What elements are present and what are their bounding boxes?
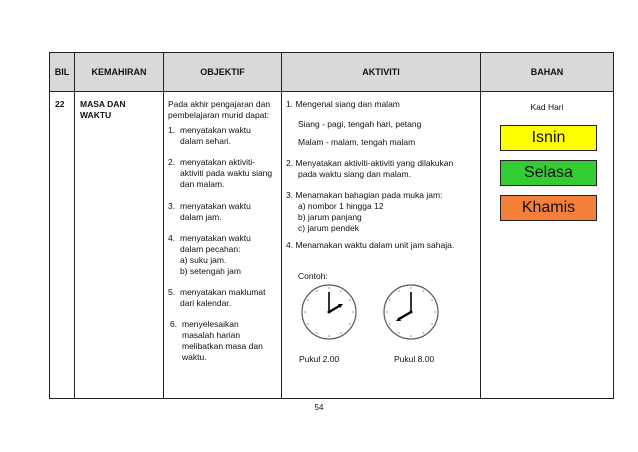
activity-line: c) jarum pendek (298, 223, 359, 233)
skill-line: MASA DAN (80, 99, 126, 109)
header-bil: BIL (50, 53, 75, 92)
skill-line: WAKTU (80, 110, 112, 120)
objective-line: b) setengah jam (180, 266, 241, 276)
objective-number: 5. (168, 287, 176, 297)
objective-number: 3. (168, 201, 176, 211)
cell-aktiviti (282, 92, 481, 399)
activity-siang: Siang - pagi, tengah hari, petang (298, 119, 422, 129)
objective-item (168, 201, 251, 223)
objective-number: 1. (168, 125, 176, 135)
objective-line: masalah harian (182, 330, 241, 340)
objective-line: aktiviti pada waktu siang (180, 168, 273, 178)
objective-line: dalam pecahan: (180, 244, 241, 254)
clock-2-oclock (300, 283, 358, 341)
objective-line: menyatakan maklumat (180, 287, 266, 297)
activity-item-2 (286, 158, 453, 180)
activity-line: b) jarum panjang (298, 212, 362, 222)
activity-line: a) nombor 1 hingga 12 (298, 201, 384, 211)
activity-line: 3. Menamakan bahagian pada muka jam: (286, 190, 443, 200)
objective-line: waktu. (182, 352, 207, 362)
day-card-khamis: Khamis (500, 195, 597, 221)
objective-line: menyelesaikan (182, 319, 239, 329)
objective-line: menyatakan waktu (180, 125, 251, 135)
activity-malam: Malam - malam, tengah malam (298, 137, 416, 147)
objective-intro-line: Pada akhir pengajaran dan (168, 99, 271, 109)
header-aktiviti: AKTIVITI (282, 53, 481, 92)
header-bahan: BAHAN (481, 53, 614, 92)
activity-line: pada waktu siang dan malam. (298, 169, 411, 179)
syllabus-table (49, 52, 614, 399)
row-number: 22 (55, 99, 65, 109)
day-card-selasa: Selasa (500, 160, 597, 186)
clock-2-label: Pukul 8.00 (394, 354, 435, 364)
objective-item (168, 233, 251, 277)
activity-item-3 (286, 190, 442, 234)
header-kemahiran: KEMAHIRAN (75, 53, 164, 92)
example-label: Contoh: (298, 271, 328, 281)
objective-item (168, 157, 272, 190)
cell-bahan (481, 92, 614, 399)
objective-number: 4. (168, 233, 176, 243)
cell-bil (50, 92, 75, 399)
activity-item-4: 4. Menamakan waktu dalam unit jam sahaja. (286, 240, 455, 250)
day-card-isnin: Isnin (500, 125, 597, 151)
header-row (50, 53, 614, 92)
objective-line: menyatakan waktu (180, 233, 251, 243)
activity-item-1: 1. Mengenal siang dan malam (286, 99, 400, 109)
objective-line: dan malam. (180, 179, 225, 189)
objective-item (170, 319, 263, 363)
table-row (50, 92, 614, 399)
objective-line: menyatakan waktu (180, 201, 251, 211)
objective-line: a) suku jam. (180, 255, 227, 265)
activity-line: 2. Menyatakan aktiviti-aktiviti yang dilakukan (286, 158, 454, 168)
objective-item (168, 287, 266, 309)
objective-number: 6. (170, 319, 178, 329)
objective-line: dalam jam. (180, 212, 222, 222)
objective-line: menyatakan aktiviti- (180, 157, 256, 167)
objective-line: dalam sehari. (180, 136, 232, 146)
objective-number: 2. (168, 157, 176, 167)
cell-objektif (164, 92, 282, 399)
day-cards-title: Kad Hari (530, 102, 564, 112)
objective-intro (168, 99, 270, 121)
clock-8-oclock (382, 283, 440, 341)
header-objektif: OBJEKTIF (164, 53, 282, 92)
objective-line: melibatkan masa dan (182, 341, 263, 351)
objective-line: dari kalendar. (180, 298, 232, 308)
clock-1-label: Pukul 2.00 (299, 354, 340, 364)
objective-item (168, 125, 251, 147)
cell-kemahiran (75, 92, 164, 399)
page-number: 54 (314, 403, 324, 412)
objective-intro-line: pembelajaran murid dapat: (168, 110, 270, 120)
skill-title (80, 99, 126, 121)
